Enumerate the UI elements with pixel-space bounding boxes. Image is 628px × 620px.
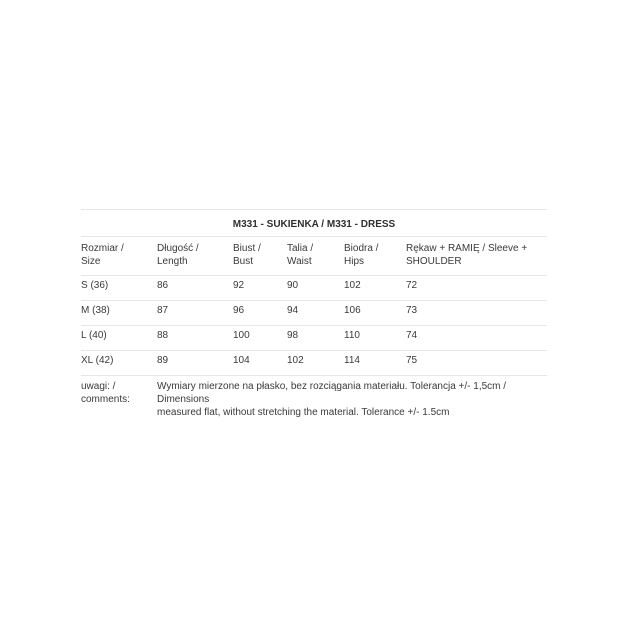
cell-bust: 92 — [233, 276, 287, 301]
cell-size: XL (42) — [81, 351, 157, 376]
header-hips — [344, 237, 406, 276]
cell-sleeve: 72 — [406, 276, 547, 301]
header-sleeve-line1: Rękaw + RAMIĘ / Sleeve + — [406, 243, 528, 254]
table-row — [81, 326, 547, 351]
cell-hips: 114 — [344, 351, 406, 376]
cell-sleeve: 73 — [406, 301, 547, 326]
header-bust-en: Bust — [233, 256, 254, 267]
header-size-pl: Rozmiar / — [81, 243, 124, 254]
cell-size: M (38) — [81, 301, 157, 326]
notes-text-line1: Wymiary mierzone na płasko, bez rozciągania materiału. Tolerancja +/- 1,5cm / Dimensions — [157, 381, 507, 405]
cell-length: 86 — [157, 276, 233, 301]
cell-waist: 102 — [287, 351, 344, 376]
cell-bust: 96 — [233, 301, 287, 326]
table-row — [81, 276, 547, 301]
cell-sleeve: 74 — [406, 326, 547, 351]
notes-label-pl: uwagi: / — [81, 381, 116, 392]
cell-waist: 94 — [287, 301, 344, 326]
header-waist-en: Waist — [287, 256, 312, 267]
cell-length: 88 — [157, 326, 233, 351]
notes-text — [157, 376, 547, 420]
cell-bust: 100 — [233, 326, 287, 351]
header-length-pl: Długość / — [157, 243, 199, 254]
notes-label — [81, 376, 157, 420]
table-header-row — [81, 237, 547, 276]
cell-length: 87 — [157, 301, 233, 326]
header-hips-en: Hips — [344, 256, 365, 267]
notes-label-en: comments: — [81, 394, 130, 405]
cell-sleeve: 75 — [406, 351, 547, 376]
cell-hips: 106 — [344, 301, 406, 326]
cell-hips: 110 — [344, 326, 406, 351]
notes-row — [81, 376, 547, 420]
cell-size: S (36) — [81, 276, 157, 301]
notes-text-line2: measured flat, without stretching the material. Tolerance +/- 1.5cm — [157, 407, 450, 418]
table-title: M331 - SUKIENKA / M331 - DRESS — [81, 210, 547, 237]
header-sleeve — [406, 237, 547, 276]
cell-length: 89 — [157, 351, 233, 376]
table-row — [81, 301, 547, 326]
header-length-en: Length — [157, 256, 188, 267]
header-sleeve-line2: SHOULDER — [406, 256, 462, 267]
header-length — [157, 237, 233, 276]
header-size — [81, 237, 157, 276]
header-bust — [233, 237, 287, 276]
header-bust-pl: Biust / — [233, 243, 261, 254]
header-size-en: Size — [81, 256, 101, 267]
cell-hips: 102 — [344, 276, 406, 301]
cell-waist: 90 — [287, 276, 344, 301]
cell-waist: 98 — [287, 326, 344, 351]
header-waist-pl: Talia / — [287, 243, 314, 254]
cell-bust: 104 — [233, 351, 287, 376]
table-title-row — [81, 210, 547, 237]
header-waist — [287, 237, 344, 276]
size-chart-table — [81, 209, 547, 419]
cell-size: L (40) — [81, 326, 157, 351]
header-hips-pl: Biodra / — [344, 243, 379, 254]
table-row — [81, 351, 547, 376]
